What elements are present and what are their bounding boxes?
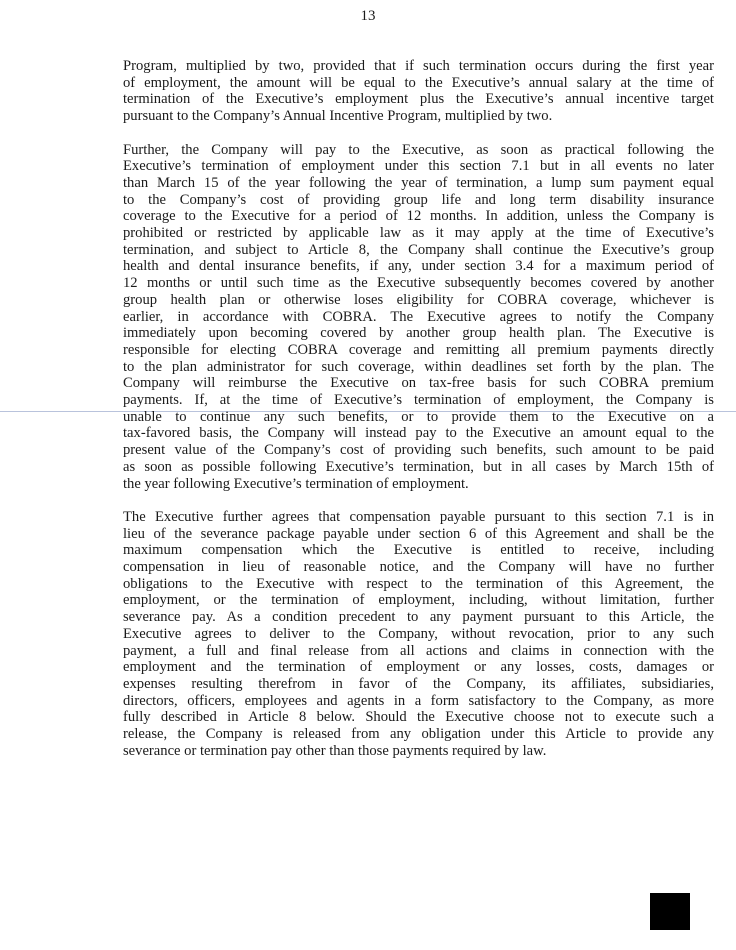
text-line: maximum compensation which the Executive is entitled to receive, including (123, 542, 714, 559)
text-line: severance pay. As a condition precedent to any payment pursuant to this Article, the (123, 609, 714, 626)
text-line: health and dental insurance benefits, if any, under section 3.4 for a maximum period of (123, 258, 714, 275)
text-line: to the plan administrator for such coverage, within deadlines set forth by the plan. The (123, 358, 714, 375)
text-line: Executive agrees to deliver to the Company, without revocation, prior to any such (123, 625, 714, 642)
text-line: termination, and subject to Article 8, the Company shall continue the Executive’s group (123, 241, 714, 258)
text-line: payments. If, at the time of Executive’s termination of employment, the Company is (123, 392, 714, 409)
text-line: responsible for electing COBRA coverage and remitting all premium payments directly (123, 341, 714, 358)
redaction-box (650, 893, 690, 930)
text-line: The Executive further agrees that compensation payable pursuant to this section 7.1 is in (123, 508, 714, 525)
paragraph (123, 509, 714, 760)
text-line: to the Company’s cost of providing group life and long term disability insurance (123, 191, 714, 208)
text-line: compensation in lieu of reasonable notice, and the Company will have no further (123, 559, 714, 576)
paragraph (123, 58, 714, 125)
page-number: 13 (360, 8, 376, 24)
text-line: employment and the termination of employment or any losses, costs, damages or (123, 659, 714, 676)
text-line: obligations to the Executive with respect to the termination of this Agreement, the (123, 575, 714, 592)
text-line: expenses resulting therefrom in favor of the Company, its affiliates, subsidiaries, (123, 675, 714, 692)
text-line: as soon as possible following Executive’s termination, but in all cases by March 15th of (123, 458, 714, 475)
text-line: Executive’s termination of employment under this section 7.1 but in all events no later (123, 158, 714, 175)
text-line: immediately upon becoming covered by another group health plan. The Executive is (123, 325, 714, 342)
text-line: prohibited or restricted by applicable law as it may apply at the time of Executive’s (123, 225, 714, 242)
text-line: group health plan or otherwise loses eligibility for COBRA coverage, whichever is (123, 291, 714, 308)
paragraph (123, 142, 714, 493)
text-line: 12 months or until such time as the Executive subsequently becomes covered by another (123, 275, 714, 292)
text-line: the year following Executive’s termination of employment. (123, 475, 469, 492)
text-line: Company will reimburse the Executive on tax-free basis for such COBRA premium (123, 375, 714, 392)
text-line: unable to continue any such benefits, or to provide them to the Executive on a (123, 408, 714, 425)
text-line: release, the Company is released from any obligation under this Article to provide any (123, 726, 714, 743)
text-line: pursuant to the Company’s Annual Incentive Program, multiplied by two. (123, 108, 553, 125)
text-line: directors, officers, employees and agents in a form satisfactory to the Company, as more (123, 692, 714, 709)
text-line: employment, or the termination of employment, including, without limitation, further (123, 592, 714, 609)
text-line: tax-favored basis, the Company will instead pay to the Executive an amount equal to the (123, 425, 714, 442)
text-line: earlier, in accordance with COBRA. The Executive agrees to notify the Company (123, 308, 714, 325)
text-line: Program, multiplied by two, provided that if such termination occurs during the first year (123, 58, 714, 74)
text-line: severance or termination pay other than those payments required by law. (123, 742, 547, 759)
document-body (123, 58, 714, 776)
text-line: of employment, the amount will be equal to the Executive’s annual salary at the time of (123, 74, 714, 91)
text-line: Further, the Company will pay to the Executive, as soon as practical following the (123, 141, 714, 158)
text-line: payment, a full and final release from all actions and claims in connection with the (123, 642, 714, 659)
text-line: lieu of the severance package payable under section 6 of this Agreement and shall be the (123, 525, 714, 542)
text-line: fully described in Article 8 below. Should the Executive choose not to execute such a (123, 709, 714, 726)
text-line: present value of the Company’s cost of providing such benefits, such amount to be paid (123, 442, 714, 459)
text-line: termination of the Executive’s employment plus the Executive’s annual incentive target (123, 91, 714, 108)
text-line: than March 15 of the year following the year of termination, a lump sum payment equal (123, 174, 714, 191)
text-line: coverage to the Executive for a period of 12 months. In addition, unless the Company is (123, 208, 714, 225)
